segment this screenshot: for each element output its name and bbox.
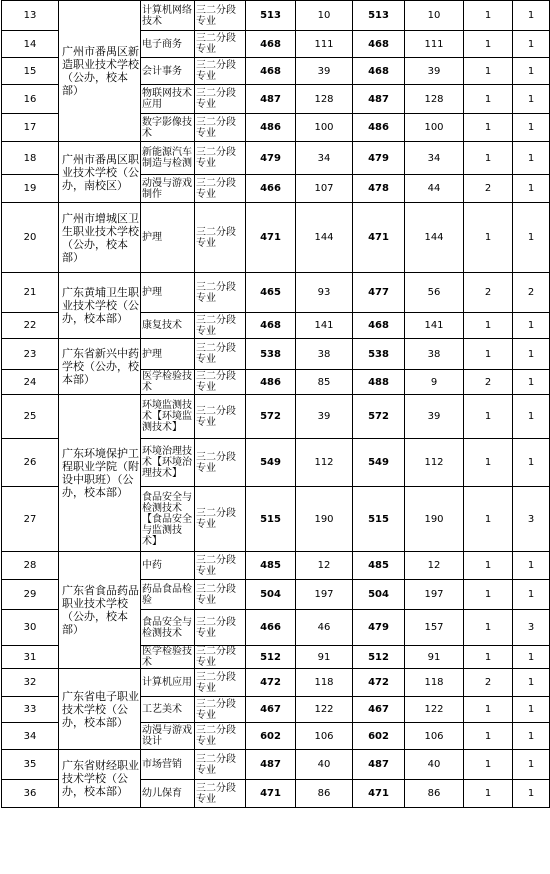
major-cell: 医学检验技术 bbox=[141, 370, 195, 395]
count-cell: 197 bbox=[296, 580, 353, 610]
program-type-cell: 三二分段专业 bbox=[195, 142, 246, 175]
count-cell: 34 bbox=[296, 142, 353, 175]
count-2-cell: 157 bbox=[405, 610, 464, 646]
min-score-2-cell: 488 bbox=[353, 370, 405, 395]
program-type-cell: 三二分段专业 bbox=[195, 487, 246, 552]
col-a-cell: 1 bbox=[464, 610, 513, 646]
count-2-cell: 100 bbox=[405, 114, 464, 142]
col-b-cell: 1 bbox=[513, 780, 550, 808]
col-b-cell: 1 bbox=[513, 646, 550, 669]
major-cell: 环境治理技术【环境治理技术】 bbox=[141, 439, 195, 487]
table-body bbox=[2, 1, 550, 808]
count-cell: 100 bbox=[296, 114, 353, 142]
school-name-cell: 广东省新兴中药学校（公办，校本部） bbox=[59, 339, 141, 395]
col-a-cell: 1 bbox=[464, 646, 513, 669]
count-cell: 128 bbox=[296, 85, 353, 114]
row-number-cell: 34 bbox=[2, 723, 59, 750]
min-score-cell: 572 bbox=[246, 395, 296, 439]
count-cell: 86 bbox=[296, 780, 353, 808]
row-number-cell: 13 bbox=[2, 1, 59, 31]
count-2-cell: 9 bbox=[405, 370, 464, 395]
program-type-cell: 三二分段专业 bbox=[195, 580, 246, 610]
table-row bbox=[2, 142, 550, 175]
row-number-cell: 30 bbox=[2, 610, 59, 646]
col-a-cell: 1 bbox=[464, 58, 513, 85]
col-a-cell: 1 bbox=[464, 203, 513, 273]
program-type-cell: 三二分段专业 bbox=[195, 31, 246, 58]
col-a-cell: 1 bbox=[464, 1, 513, 31]
count-2-cell: 56 bbox=[405, 273, 464, 313]
col-b-cell: 1 bbox=[513, 669, 550, 697]
col-a-cell: 1 bbox=[464, 395, 513, 439]
col-b-cell: 1 bbox=[513, 175, 550, 203]
major-cell: 食品安全与检测技术 bbox=[141, 610, 195, 646]
col-b-cell: 1 bbox=[513, 142, 550, 175]
count-cell: 106 bbox=[296, 723, 353, 750]
col-a-cell: 1 bbox=[464, 313, 513, 339]
min-score-2-cell: 471 bbox=[353, 780, 405, 808]
count-cell: 40 bbox=[296, 750, 353, 780]
col-b-cell: 1 bbox=[513, 85, 550, 114]
min-score-cell: 549 bbox=[246, 439, 296, 487]
program-type-cell: 三二分段专业 bbox=[195, 203, 246, 273]
col-a-cell: 1 bbox=[464, 439, 513, 487]
program-type-cell: 三二分段专业 bbox=[195, 85, 246, 114]
col-b-cell: 1 bbox=[513, 697, 550, 723]
program-type-cell: 三二分段专业 bbox=[195, 439, 246, 487]
row-number-cell: 20 bbox=[2, 203, 59, 273]
major-cell: 电子商务 bbox=[141, 31, 195, 58]
min-score-2-cell: 602 bbox=[353, 723, 405, 750]
row-number-cell: 22 bbox=[2, 313, 59, 339]
major-cell: 计算机应用 bbox=[141, 669, 195, 697]
min-score-cell: 487 bbox=[246, 750, 296, 780]
count-cell: 122 bbox=[296, 697, 353, 723]
count-2-cell: 39 bbox=[405, 395, 464, 439]
col-a-cell: 2 bbox=[464, 669, 513, 697]
col-b-cell: 1 bbox=[513, 31, 550, 58]
min-score-cell: 602 bbox=[246, 723, 296, 750]
min-score-2-cell: 512 bbox=[353, 646, 405, 669]
major-cell: 药品食品检验 bbox=[141, 580, 195, 610]
row-number-cell: 25 bbox=[2, 395, 59, 439]
count-2-cell: 10 bbox=[405, 1, 464, 31]
count-2-cell: 111 bbox=[405, 31, 464, 58]
min-score-cell: 466 bbox=[246, 175, 296, 203]
count-cell: 118 bbox=[296, 669, 353, 697]
min-score-cell: 468 bbox=[246, 313, 296, 339]
min-score-cell: 468 bbox=[246, 31, 296, 58]
col-b-cell: 1 bbox=[513, 114, 550, 142]
col-b-cell: 1 bbox=[513, 552, 550, 580]
min-score-2-cell: 513 bbox=[353, 1, 405, 31]
count-2-cell: 86 bbox=[405, 780, 464, 808]
col-a-cell: 1 bbox=[464, 580, 513, 610]
program-type-cell: 三二分段专业 bbox=[195, 697, 246, 723]
col-a-cell: 1 bbox=[464, 339, 513, 370]
min-score-2-cell: 504 bbox=[353, 580, 405, 610]
count-2-cell: 91 bbox=[405, 646, 464, 669]
col-a-cell: 1 bbox=[464, 780, 513, 808]
row-number-cell: 32 bbox=[2, 669, 59, 697]
min-score-2-cell: 467 bbox=[353, 697, 405, 723]
col-b-cell: 3 bbox=[513, 487, 550, 552]
major-cell: 物联网技术应用 bbox=[141, 85, 195, 114]
row-number-cell: 28 bbox=[2, 552, 59, 580]
major-cell: 动漫与游戏制作 bbox=[141, 175, 195, 203]
major-cell: 护理 bbox=[141, 339, 195, 370]
min-score-cell: 465 bbox=[246, 273, 296, 313]
count-2-cell: 40 bbox=[405, 750, 464, 780]
row-number-cell: 14 bbox=[2, 31, 59, 58]
table-row bbox=[2, 203, 550, 273]
program-type-cell: 三二分段专业 bbox=[195, 114, 246, 142]
admission-score-table bbox=[1, 0, 550, 808]
count-cell: 38 bbox=[296, 339, 353, 370]
min-score-2-cell: 479 bbox=[353, 142, 405, 175]
row-number-cell: 35 bbox=[2, 750, 59, 780]
school-name-cell: 广东省财经职业技术学校（公办，校本部） bbox=[59, 750, 141, 808]
major-cell: 会计事务 bbox=[141, 58, 195, 85]
min-score-2-cell: 479 bbox=[353, 610, 405, 646]
row-number-cell: 23 bbox=[2, 339, 59, 370]
count-2-cell: 118 bbox=[405, 669, 464, 697]
school-name-cell: 广东黄埔卫生职业技术学校（公办，校本部） bbox=[59, 273, 141, 339]
table-row bbox=[2, 395, 550, 439]
col-a-cell: 1 bbox=[464, 114, 513, 142]
major-cell: 幼儿保育 bbox=[141, 780, 195, 808]
min-score-cell: 486 bbox=[246, 114, 296, 142]
school-name-cell: 广州市增城区卫生职业技术学校（公办，校本部） bbox=[59, 203, 141, 273]
program-type-cell: 三二分段专业 bbox=[195, 1, 246, 31]
major-cell: 市场营销 bbox=[141, 750, 195, 780]
major-cell: 医学检验技术 bbox=[141, 646, 195, 669]
row-number-cell: 36 bbox=[2, 780, 59, 808]
program-type-cell: 三二分段专业 bbox=[195, 395, 246, 439]
program-type-cell: 三二分段专业 bbox=[195, 669, 246, 697]
min-score-cell: 512 bbox=[246, 646, 296, 669]
major-cell: 护理 bbox=[141, 273, 195, 313]
major-cell: 食品安全与检测技术【食品安全与监测技术】 bbox=[141, 487, 195, 552]
count-2-cell: 38 bbox=[405, 339, 464, 370]
col-b-cell: 1 bbox=[513, 339, 550, 370]
min-score-2-cell: 468 bbox=[353, 31, 405, 58]
major-cell: 计算机网络技术 bbox=[141, 1, 195, 31]
row-number-cell: 24 bbox=[2, 370, 59, 395]
min-score-2-cell: 538 bbox=[353, 339, 405, 370]
col-a-cell: 1 bbox=[464, 142, 513, 175]
count-cell: 144 bbox=[296, 203, 353, 273]
count-2-cell: 44 bbox=[405, 175, 464, 203]
min-score-cell: 471 bbox=[246, 203, 296, 273]
program-type-cell: 三二分段专业 bbox=[195, 58, 246, 85]
min-score-2-cell: 478 bbox=[353, 175, 405, 203]
program-type-cell: 三二分段专业 bbox=[195, 370, 246, 395]
major-cell: 康复技术 bbox=[141, 313, 195, 339]
col-b-cell: 1 bbox=[513, 395, 550, 439]
row-number-cell: 29 bbox=[2, 580, 59, 610]
min-score-cell: 479 bbox=[246, 142, 296, 175]
count-2-cell: 144 bbox=[405, 203, 464, 273]
count-2-cell: 122 bbox=[405, 697, 464, 723]
col-a-cell: 1 bbox=[464, 31, 513, 58]
table-row bbox=[2, 750, 550, 780]
min-score-cell: 467 bbox=[246, 697, 296, 723]
col-a-cell: 1 bbox=[464, 552, 513, 580]
min-score-2-cell: 471 bbox=[353, 203, 405, 273]
program-type-cell: 三二分段专业 bbox=[195, 313, 246, 339]
col-b-cell: 2 bbox=[513, 273, 550, 313]
program-type-cell: 三二分段专业 bbox=[195, 273, 246, 313]
row-number-cell: 15 bbox=[2, 58, 59, 85]
row-number-cell: 19 bbox=[2, 175, 59, 203]
table-row bbox=[2, 339, 550, 370]
program-type-cell: 三二分段专业 bbox=[195, 610, 246, 646]
count-cell: 107 bbox=[296, 175, 353, 203]
min-score-2-cell: 486 bbox=[353, 114, 405, 142]
school-name-cell: 广州市番禺区职业技术学校（公办，南校区） bbox=[59, 142, 141, 203]
table-row bbox=[2, 273, 550, 313]
major-cell: 中药 bbox=[141, 552, 195, 580]
program-type-cell: 三二分段专业 bbox=[195, 750, 246, 780]
count-2-cell: 39 bbox=[405, 58, 464, 85]
count-cell: 111 bbox=[296, 31, 353, 58]
major-cell: 工艺美术 bbox=[141, 697, 195, 723]
min-score-cell: 515 bbox=[246, 487, 296, 552]
count-cell: 85 bbox=[296, 370, 353, 395]
min-score-2-cell: 487 bbox=[353, 85, 405, 114]
min-score-cell: 485 bbox=[246, 552, 296, 580]
major-cell: 护理 bbox=[141, 203, 195, 273]
count-cell: 112 bbox=[296, 439, 353, 487]
count-2-cell: 128 bbox=[405, 85, 464, 114]
min-score-2-cell: 472 bbox=[353, 669, 405, 697]
min-score-2-cell: 549 bbox=[353, 439, 405, 487]
school-name-cell: 广东省电子职业技术学校（公办，校本部） bbox=[59, 669, 141, 750]
min-score-cell: 487 bbox=[246, 85, 296, 114]
min-score-2-cell: 485 bbox=[353, 552, 405, 580]
major-cell: 动漫与游戏设计 bbox=[141, 723, 195, 750]
program-type-cell: 三二分段专业 bbox=[195, 339, 246, 370]
program-type-cell: 三二分段专业 bbox=[195, 552, 246, 580]
program-type-cell: 三二分段专业 bbox=[195, 780, 246, 808]
count-2-cell: 34 bbox=[405, 142, 464, 175]
min-score-cell: 472 bbox=[246, 669, 296, 697]
col-b-cell: 1 bbox=[513, 750, 550, 780]
table-row bbox=[2, 1, 550, 31]
col-b-cell: 1 bbox=[513, 313, 550, 339]
min-score-cell: 471 bbox=[246, 780, 296, 808]
min-score-2-cell: 468 bbox=[353, 58, 405, 85]
min-score-cell: 538 bbox=[246, 339, 296, 370]
col-a-cell: 1 bbox=[464, 750, 513, 780]
count-cell: 10 bbox=[296, 1, 353, 31]
col-a-cell: 1 bbox=[464, 85, 513, 114]
count-cell: 12 bbox=[296, 552, 353, 580]
count-cell: 39 bbox=[296, 395, 353, 439]
col-b-cell: 1 bbox=[513, 370, 550, 395]
count-2-cell: 141 bbox=[405, 313, 464, 339]
school-name-cell: 广州市番禺区新造职业技术学校（公办，校本部） bbox=[59, 1, 141, 142]
school-name-cell: 广东省食品药品职业技术学校（公办，校本部） bbox=[59, 552, 141, 669]
count-2-cell: 190 bbox=[405, 487, 464, 552]
row-number-cell: 26 bbox=[2, 439, 59, 487]
program-type-cell: 三二分段专业 bbox=[195, 175, 246, 203]
row-number-cell: 16 bbox=[2, 85, 59, 114]
row-number-cell: 18 bbox=[2, 142, 59, 175]
col-b-cell: 1 bbox=[513, 439, 550, 487]
row-number-cell: 17 bbox=[2, 114, 59, 142]
row-number-cell: 21 bbox=[2, 273, 59, 313]
count-cell: 141 bbox=[296, 313, 353, 339]
major-cell: 数字影像技术 bbox=[141, 114, 195, 142]
program-type-cell: 三二分段专业 bbox=[195, 646, 246, 669]
count-cell: 190 bbox=[296, 487, 353, 552]
count-cell: 93 bbox=[296, 273, 353, 313]
col-a-cell: 2 bbox=[464, 175, 513, 203]
count-cell: 39 bbox=[296, 58, 353, 85]
col-b-cell: 1 bbox=[513, 58, 550, 85]
min-score-2-cell: 487 bbox=[353, 750, 405, 780]
col-a-cell: 1 bbox=[464, 697, 513, 723]
min-score-cell: 513 bbox=[246, 1, 296, 31]
col-b-cell: 1 bbox=[513, 723, 550, 750]
major-cell: 新能源汽车制造与检测 bbox=[141, 142, 195, 175]
col-b-cell: 1 bbox=[513, 1, 550, 31]
count-2-cell: 197 bbox=[405, 580, 464, 610]
min-score-2-cell: 572 bbox=[353, 395, 405, 439]
col-a-cell: 1 bbox=[464, 487, 513, 552]
table-row bbox=[2, 669, 550, 697]
min-score-cell: 504 bbox=[246, 580, 296, 610]
count-cell: 46 bbox=[296, 610, 353, 646]
col-a-cell: 2 bbox=[464, 273, 513, 313]
col-b-cell: 1 bbox=[513, 203, 550, 273]
col-b-cell: 1 bbox=[513, 580, 550, 610]
row-number-cell: 31 bbox=[2, 646, 59, 669]
col-a-cell: 2 bbox=[464, 370, 513, 395]
col-a-cell: 1 bbox=[464, 723, 513, 750]
row-number-cell: 33 bbox=[2, 697, 59, 723]
min-score-2-cell: 468 bbox=[353, 313, 405, 339]
count-2-cell: 112 bbox=[405, 439, 464, 487]
min-score-cell: 468 bbox=[246, 58, 296, 85]
count-2-cell: 12 bbox=[405, 552, 464, 580]
table-row bbox=[2, 552, 550, 580]
school-name-cell: 广东环境保护工程职业学院（附设中职班）（公办，校本部） bbox=[59, 395, 141, 552]
min-score-2-cell: 477 bbox=[353, 273, 405, 313]
count-2-cell: 106 bbox=[405, 723, 464, 750]
major-cell: 环境监测技术【环境监测技术】 bbox=[141, 395, 195, 439]
count-cell: 91 bbox=[296, 646, 353, 669]
program-type-cell: 三二分段专业 bbox=[195, 723, 246, 750]
min-score-2-cell: 515 bbox=[353, 487, 405, 552]
row-number-cell: 27 bbox=[2, 487, 59, 552]
min-score-cell: 486 bbox=[246, 370, 296, 395]
col-b-cell: 3 bbox=[513, 610, 550, 646]
min-score-cell: 466 bbox=[246, 610, 296, 646]
